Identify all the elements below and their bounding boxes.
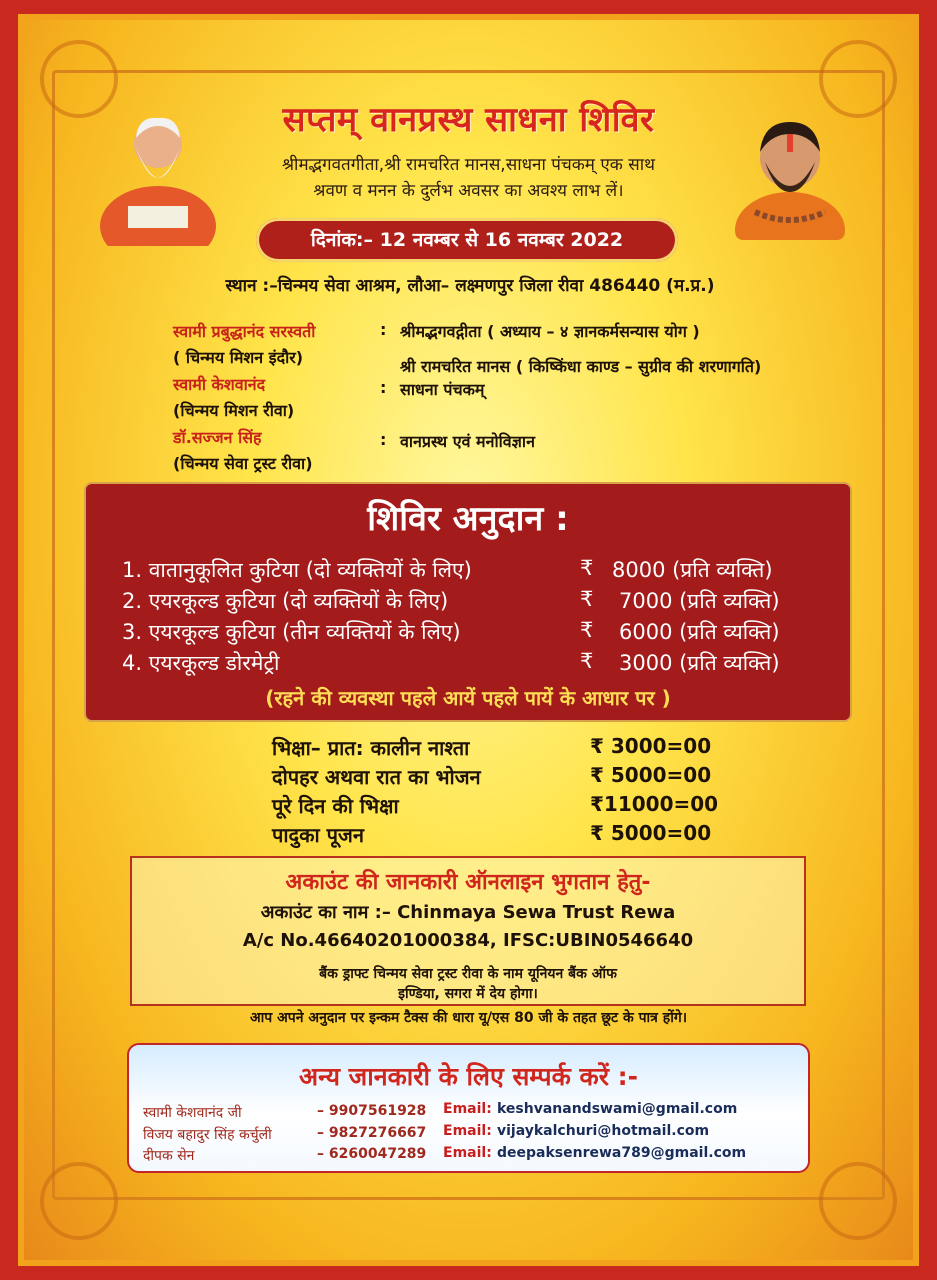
email-label: Email:: [443, 1145, 492, 1161]
contact-phone[interactable]: – 9907561928: [317, 1103, 427, 1119]
meal-label: भिक्षा– प्रात: कालीन नाश्ता: [272, 736, 470, 760]
subtitle: [170, 152, 767, 204]
grant-note: (रहने की व्यवस्था पहले आयें पहले पायें के आधार पर ): [265, 686, 671, 710]
contact-box: [127, 1043, 810, 1173]
grant-row-label: 4. एयरकूल्ड डोरमेट्री: [122, 651, 280, 675]
draft-line: इण्डिया, सगरा में देय होगा।: [398, 986, 538, 1002]
contact-name: स्वामी केशवानंद जी: [143, 1105, 242, 1121]
email-label: Email:: [443, 1123, 492, 1139]
contact-email[interactable]: keshvanandswami@gmail.com: [497, 1101, 738, 1117]
grant-row-label: 3. एयरकूल्ड कुटिया (तीन व्यक्तियों के लिए): [122, 620, 461, 644]
speaker-org: ( चिन्मय मिशन इंदौर): [173, 348, 304, 367]
speaker-name: स्वामी प्रबुद्धानंद सरस्वती: [173, 322, 316, 341]
meal-amount: ₹11000=00: [590, 792, 719, 816]
venue-text: स्थान :–चिन्मय सेवा आश्रम, लौआ– लक्ष्मणपुर जिला रीवा 486440 (म.प्र.): [225, 276, 715, 296]
meal-amount: ₹ 5000=00: [590, 763, 712, 787]
account-number: A/c No.46640201000384, IFSC:UBIN0546640: [242, 930, 694, 951]
tax-note: आप अपने अनुदान पर इन्कम टैक्स की धारा यू/एस 80 जी के तहत छूट के पात्र होंगे।: [249, 1010, 688, 1026]
rupee-icon: ₹: [580, 587, 594, 611]
grant-box: [84, 482, 852, 722]
grant-row-label: 1. वातानुकूलित कुटिया (दो व्यक्तियों के लिए): [122, 558, 472, 582]
contact-name: दीपक सेन: [143, 1148, 195, 1164]
meal-amount: ₹ 3000=00: [590, 734, 712, 758]
grant-row-amount: 6000 (प्रति व्यक्ति): [619, 620, 780, 644]
speaker-topic: साधना पंचकम्: [400, 380, 485, 399]
grant-row-label: 2. एयरकूल्ड कुटिया (दो व्यक्तियों के लिए): [122, 589, 449, 613]
speaker-org: (चिन्मय सेवा ट्रस्ट रीवा): [173, 454, 313, 473]
subtitle-line: श्रीमद्भगवतगीता,श्री रामचरित मानस,साधना पंचकम् एक साथ: [282, 155, 655, 175]
account-title: अकाउंट की जानकारी ऑनलाइन भुगतान हेतु-: [285, 870, 651, 895]
contact-name: विजय बहादुर सिंह कर्चुली: [143, 1127, 272, 1143]
grant-row-amount: 8000 (प्रति व्यक्ति): [612, 558, 773, 582]
contact-title: अन्य जानकारी के लिए सम्पर्क करें :-: [299, 1062, 638, 1091]
rupee-icon: ₹: [580, 556, 594, 580]
contact-phone[interactable]: – 9827276667: [317, 1125, 427, 1141]
grant-title: शिविर अनुदान :: [367, 499, 569, 539]
speaker-topic: श्री रामचरित मानस ( किष्किंधा काण्ड – सुग्रीव की शरणागति): [400, 357, 762, 376]
speaker-colon: :: [380, 320, 387, 339]
speaker-topic: श्रीमद्भगवद्गीता ( अध्याय – ४ ज्ञानकर्मसन्यास योग ): [400, 322, 700, 341]
subtitle-line: श्रवण व मनन के दुर्लभ अवसर का अवश्य लाभ लें।: [313, 181, 624, 201]
speaker-colon: :: [380, 430, 387, 449]
meal-label: पादुका पूजन: [272, 823, 364, 847]
speaker-topic: वानप्रस्थ एवं मनोविज्ञान: [400, 432, 535, 451]
contact-email[interactable]: vijaykalchuri@hotmail.com: [497, 1123, 710, 1139]
contact-email[interactable]: deepaksenrewa789@gmail.com: [497, 1145, 747, 1161]
corner-ornament: [40, 1162, 118, 1240]
rupee-icon: ₹: [580, 649, 594, 673]
date-badge: दिनांक:– 12 नवम्बर से 16 नवम्बर 2022: [256, 218, 678, 262]
email-label: Email:: [443, 1101, 492, 1117]
contact-phone[interactable]: – 6260047289: [317, 1146, 427, 1162]
page-title: सप्तम् वानप्रस्थ साधना शिविर: [282, 100, 655, 140]
meal-label: दोपहर अथवा रात का भोजन: [272, 765, 481, 789]
meal-label: पूरे दिन की भिक्षा: [272, 794, 399, 818]
speaker-org: (चिन्मय मिशन रीवा): [173, 401, 295, 420]
speaker-name: स्वामी केशवानंद: [173, 375, 266, 394]
speaker-name: डॉ.सज्जन सिंह: [173, 428, 262, 447]
meal-amount: ₹ 5000=00: [590, 821, 712, 845]
speaker-colon: :: [380, 378, 387, 397]
corner-ornament: [819, 1162, 897, 1240]
account-box: [130, 856, 806, 1006]
draft-line: बैंक ड्राफ्ट चिन्मय सेवा ट्रस्ट रीवा के नाम यूनियन बैंक ऑफ: [319, 966, 617, 982]
grant-row-amount: 7000 (प्रति व्यक्ति): [619, 589, 780, 613]
account-name: अकाउंट का नाम :– Chinmaya Sewa Trust Rewa: [260, 902, 676, 923]
grant-row-amount: 3000 (प्रति व्यक्ति): [619, 651, 780, 675]
rupee-icon: ₹: [580, 618, 594, 642]
